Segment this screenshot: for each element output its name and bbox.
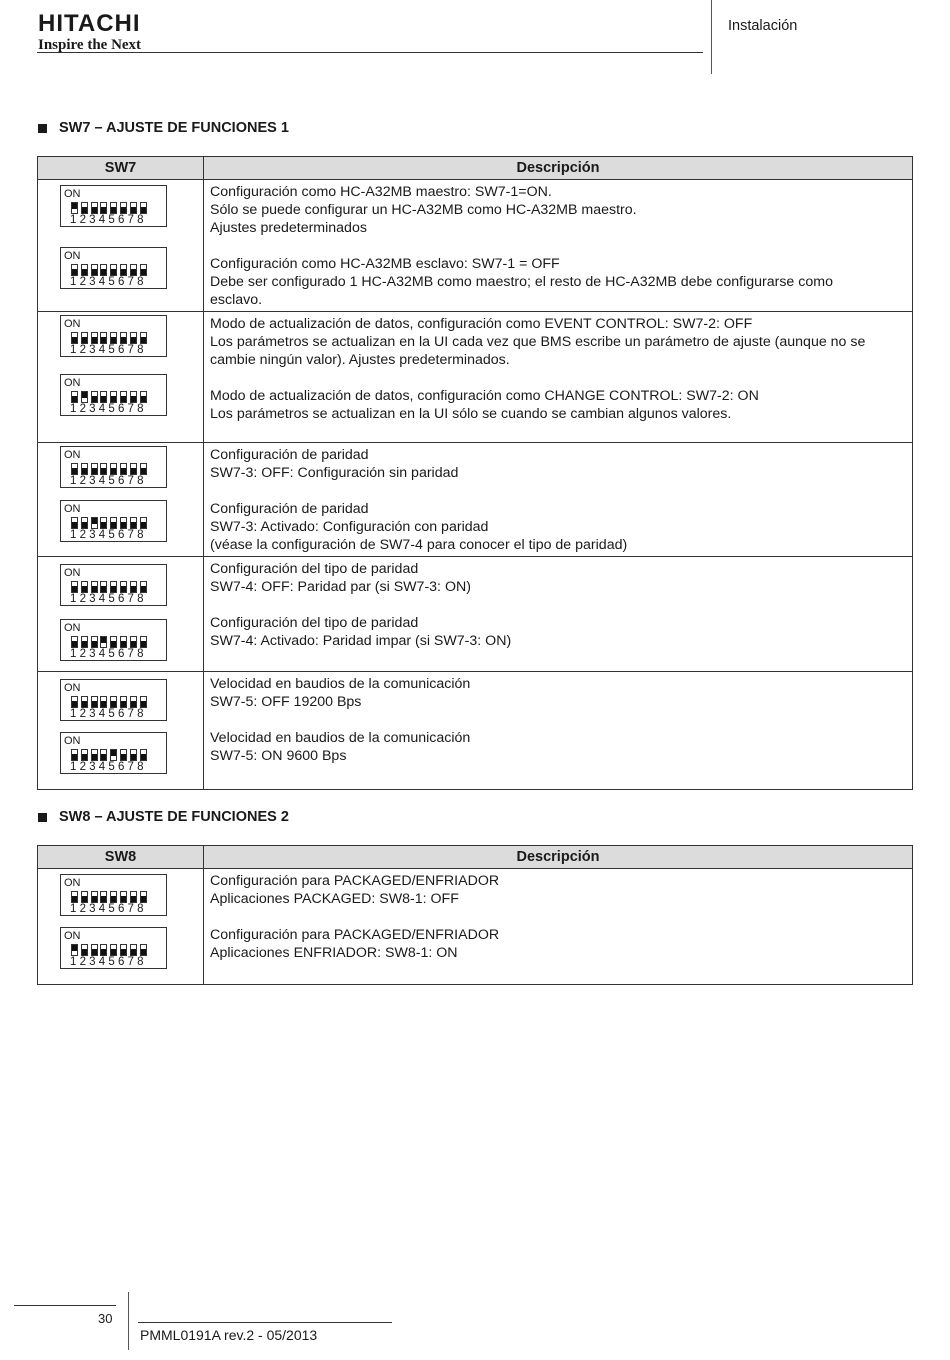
switch-lever-5-off — [110, 891, 117, 903]
switch-lever-1-off — [71, 463, 78, 475]
description-line: cambie ningún valor). Ajustes predeterminados. — [210, 352, 510, 368]
switch-numbers: 1 2 3 4 5 6 7 8 — [70, 344, 144, 356]
description-line: Configuración de paridad — [210, 501, 369, 517]
description-text — [210, 729, 470, 765]
switch-lever-4-off — [100, 202, 107, 214]
switch-lever-5-on — [110, 749, 117, 761]
description-line: Configuración para PACKAGED/ENFRIADOR — [210, 927, 500, 943]
switch-lever-8-off — [140, 944, 147, 956]
switch-numbers: 1 2 3 4 5 6 7 8 — [70, 648, 144, 660]
switch-cell — [38, 869, 204, 985]
dip-switch — [60, 374, 167, 416]
switch-numbers: 1 2 3 4 5 6 7 8 — [70, 403, 144, 415]
dip-switch — [60, 247, 167, 289]
switch-lever-1-off — [71, 391, 78, 403]
dip-switch — [60, 446, 167, 488]
description-cell — [204, 672, 913, 790]
switch-lever-3-off — [91, 332, 98, 344]
switch-on-label: ON — [64, 449, 81, 461]
switch-lever-3-off — [91, 636, 98, 648]
switch-slots — [71, 891, 149, 903]
page-number: 30 — [98, 1311, 113, 1326]
switch-numbers: 1 2 3 4 5 6 7 8 — [70, 903, 144, 915]
table-row — [38, 180, 913, 312]
switch-lever-6-off — [120, 749, 127, 761]
switch-lever-8-off — [140, 749, 147, 761]
brand-tagline: Inspire the Next — [38, 37, 142, 53]
table-row — [38, 869, 913, 985]
switch-lever-8-off — [140, 696, 147, 708]
switch-lever-7-off — [130, 891, 137, 903]
switch-lever-4-off — [100, 944, 107, 956]
switch-lever-2-off — [81, 517, 88, 529]
dip-switch — [60, 874, 167, 916]
brand-name: HITACHI — [38, 10, 141, 37]
description-line: Configuración como HC-A32MB esclavo: SW7-1 = OFF — [210, 256, 560, 272]
sw8-col-switch: SW8 — [38, 846, 204, 869]
footer-rule — [14, 1305, 116, 1306]
document-reference: PMML0191A rev.2 - 05/2013 — [140, 1327, 318, 1343]
description-text — [210, 446, 458, 482]
switch-slots — [71, 391, 149, 403]
switch-numbers: 1 2 3 4 5 6 7 8 — [70, 761, 144, 773]
description-line: Debe ser configurado 1 HC-A32MB como maestro; el resto de HC-A32MB debe configurarse como — [210, 274, 833, 290]
switch-lever-3-off — [91, 891, 98, 903]
description-line: Modo de actualización de datos, configuración como CHANGE CONTROL: SW7-2: ON — [210, 388, 759, 404]
switch-lever-5-off — [110, 944, 117, 956]
switch-lever-1-off — [71, 749, 78, 761]
bullet-icon — [38, 124, 47, 133]
switch-lever-7-off — [130, 944, 137, 956]
switch-on-label: ON — [64, 377, 81, 389]
switch-lever-2-off — [81, 636, 88, 648]
switch-lever-1-off — [71, 891, 78, 903]
switch-lever-8-off — [140, 332, 147, 344]
dip-switch — [60, 927, 167, 969]
switch-slots — [71, 517, 149, 529]
description-line: Configuración de paridad — [210, 447, 369, 463]
switch-cell — [38, 672, 204, 790]
description-text — [210, 560, 471, 596]
switch-lever-4-off — [100, 463, 107, 475]
switch-lever-6-off — [120, 581, 127, 593]
switch-slots — [71, 636, 149, 648]
description-text — [210, 872, 499, 908]
switch-on-label: ON — [64, 250, 81, 262]
sw8-heading-text: SW8 – AJUSTE DE FUNCIONES 2 — [59, 809, 289, 825]
switch-lever-1-on — [71, 944, 78, 956]
switch-on-label: ON — [64, 622, 81, 634]
switch-lever-8-off — [140, 891, 147, 903]
switch-numbers: 1 2 3 4 5 6 7 8 — [70, 276, 144, 288]
switch-lever-1-off — [71, 517, 78, 529]
hitachi-logo — [38, 12, 141, 53]
switch-slots — [71, 264, 149, 276]
switch-lever-3-off — [91, 696, 98, 708]
description-cell — [204, 180, 913, 312]
switch-lever-6-off — [120, 944, 127, 956]
description-text — [210, 926, 499, 962]
switch-lever-4-off — [100, 264, 107, 276]
switch-lever-2-off — [81, 332, 88, 344]
switch-lever-4-off — [100, 749, 107, 761]
switch-lever-5-off — [110, 517, 117, 529]
table-row — [38, 672, 913, 790]
switch-slots — [71, 463, 149, 475]
switch-lever-3-off — [91, 581, 98, 593]
description-line: SW7-4: Activado: Paridad impar (si SW7-3: ON) — [210, 633, 512, 649]
description-line: Configuración como HC-A32MB maestro: SW7-1=ON. — [210, 184, 552, 200]
bullet-icon — [38, 813, 47, 822]
switch-lever-7-off — [130, 581, 137, 593]
switch-lever-8-off — [140, 581, 147, 593]
switch-lever-2-off — [81, 264, 88, 276]
switch-lever-1-on — [71, 202, 78, 214]
switch-lever-4-off — [100, 517, 107, 529]
description-line: SW7-3: Activado: Configuración con paridad — [210, 519, 489, 535]
description-line: Configuración para PACKAGED/ENFRIADOR — [210, 873, 500, 889]
switch-lever-4-off — [100, 891, 107, 903]
description-cell — [204, 557, 913, 672]
description-line: Los parámetros se actualizan en la UI sólo se cuando se cambian algunos valores. — [210, 406, 732, 422]
switch-lever-8-off — [140, 463, 147, 475]
header-divider — [711, 0, 712, 74]
switch-lever-4-off — [100, 696, 107, 708]
description-cell — [204, 443, 913, 557]
switch-on-label: ON — [64, 682, 81, 694]
description-line: Los parámetros se actualizan en la UI cada vez que BMS escribe un parámetro de ajuste (aunque no se — [210, 334, 866, 350]
switch-cell — [38, 443, 204, 557]
switch-lever-3-off — [91, 264, 98, 276]
switch-lever-3-on — [91, 517, 98, 529]
sw7-heading — [38, 120, 289, 136]
description-line: Configuración del tipo de paridad — [210, 615, 419, 631]
switch-cell — [38, 557, 204, 672]
description-line: Modo de actualización de datos, configuración como EVENT CONTROL: SW7-2: OFF — [210, 316, 753, 332]
switch-lever-2-on — [81, 391, 88, 403]
switch-lever-2-off — [81, 944, 88, 956]
switch-lever-2-off — [81, 696, 88, 708]
switch-lever-7-off — [130, 264, 137, 276]
switch-numbers: 1 2 3 4 5 6 7 8 — [70, 214, 144, 226]
dip-switch — [60, 500, 167, 542]
switch-lever-6-off — [120, 332, 127, 344]
switch-lever-4-on — [100, 636, 107, 648]
switch-lever-2-off — [81, 463, 88, 475]
description-cell — [204, 869, 913, 985]
switch-lever-3-off — [91, 391, 98, 403]
switch-lever-6-off — [120, 391, 127, 403]
switch-lever-1-off — [71, 264, 78, 276]
description-line: Sólo se puede configurar un HC-A32MB como HC-A32MB maestro. — [210, 202, 637, 218]
description-line: Aplicaciones ENFRIADOR: SW8-1: ON — [210, 945, 458, 961]
header-rule — [37, 52, 703, 53]
switch-lever-6-off — [120, 264, 127, 276]
description-text — [210, 183, 637, 237]
dip-switch — [60, 185, 167, 227]
switch-lever-8-off — [140, 636, 147, 648]
switch-lever-7-off — [130, 636, 137, 648]
description-text — [210, 387, 759, 423]
switch-lever-8-off — [140, 202, 147, 214]
dip-switch — [60, 679, 167, 721]
switch-lever-3-off — [91, 202, 98, 214]
switch-lever-5-off — [110, 636, 117, 648]
switch-lever-2-off — [81, 891, 88, 903]
description-line: SW7-5: ON 9600 Bps — [210, 748, 347, 764]
switch-lever-2-off — [81, 202, 88, 214]
dip-switch — [60, 564, 167, 606]
switch-lever-6-off — [120, 517, 127, 529]
switch-lever-6-off — [120, 636, 127, 648]
sw7-heading-text: SW7 – AJUSTE DE FUNCIONES 1 — [59, 120, 289, 136]
sw7-col-desc: Descripción — [204, 157, 913, 180]
switch-lever-5-off — [110, 391, 117, 403]
switch-lever-1-off — [71, 636, 78, 648]
description-line: Velocidad en baudios de la comunicación — [210, 676, 471, 692]
switch-on-label: ON — [64, 503, 81, 515]
switch-lever-7-off — [130, 749, 137, 761]
switch-lever-7-off — [130, 517, 137, 529]
switch-lever-4-off — [100, 332, 107, 344]
description-line: Configuración del tipo de paridad — [210, 561, 419, 577]
description-line: (véase la configuración de SW7-4 para conocer el tipo de paridad) — [210, 537, 628, 553]
switch-numbers: 1 2 3 4 5 6 7 8 — [70, 593, 144, 605]
switch-lever-5-off — [110, 581, 117, 593]
description-text — [210, 614, 511, 650]
switch-slots — [71, 202, 149, 214]
sw8-col-desc: Descripción — [204, 846, 913, 869]
sw7-table — [37, 156, 913, 790]
switch-numbers: 1 2 3 4 5 6 7 8 — [70, 529, 144, 541]
switch-lever-3-off — [91, 463, 98, 475]
description-line: Aplicaciones PACKAGED: SW8-1: OFF — [210, 891, 459, 907]
switch-lever-4-off — [100, 581, 107, 593]
switch-lever-6-off — [120, 696, 127, 708]
switch-lever-1-off — [71, 581, 78, 593]
switch-lever-5-off — [110, 332, 117, 344]
switch-lever-2-off — [81, 581, 88, 593]
switch-lever-5-off — [110, 696, 117, 708]
switch-lever-5-off — [110, 202, 117, 214]
description-cell — [204, 312, 913, 443]
switch-numbers: 1 2 3 4 5 6 7 8 — [70, 708, 144, 720]
sw8-heading — [38, 809, 289, 825]
dip-switch — [60, 315, 167, 357]
table-row — [38, 312, 913, 443]
switch-lever-7-off — [130, 463, 137, 475]
switch-lever-5-off — [110, 264, 117, 276]
switch-lever-8-off — [140, 264, 147, 276]
footer-divider — [128, 1292, 129, 1350]
description-text — [210, 500, 627, 554]
sw8-table — [37, 845, 913, 985]
switch-on-label: ON — [64, 735, 81, 747]
description-line: SW7-5: OFF 19200 Bps — [210, 694, 362, 710]
section-title: Instalación — [728, 18, 798, 34]
switch-lever-6-off — [120, 202, 127, 214]
switch-lever-6-off — [120, 463, 127, 475]
dip-switch — [60, 732, 167, 774]
description-line: SW7-4: OFF: Paridad par (si SW7-3: ON) — [210, 579, 471, 595]
description-line: Velocidad en baudios de la comunicación — [210, 730, 471, 746]
switch-slots — [71, 581, 149, 593]
description-text — [210, 315, 865, 369]
switch-lever-1-off — [71, 332, 78, 344]
dip-switch — [60, 619, 167, 661]
description-line: Ajustes predeterminados — [210, 220, 367, 236]
switch-lever-7-off — [130, 332, 137, 344]
switch-on-label: ON — [64, 567, 81, 579]
switch-on-label: ON — [64, 318, 81, 330]
switch-lever-2-off — [81, 749, 88, 761]
switch-slots — [71, 749, 149, 761]
switch-on-label: ON — [64, 877, 81, 889]
description-line: SW7-3: OFF: Configuración sin paridad — [210, 465, 459, 481]
table-row — [38, 443, 913, 557]
switch-lever-6-off — [120, 891, 127, 903]
switch-lever-8-off — [140, 517, 147, 529]
switch-numbers: 1 2 3 4 5 6 7 8 — [70, 475, 144, 487]
switch-numbers: 1 2 3 4 5 6 7 8 — [70, 956, 144, 968]
switch-cell — [38, 180, 204, 312]
switch-lever-7-off — [130, 696, 137, 708]
description-text — [210, 255, 833, 309]
switch-lever-3-off — [91, 749, 98, 761]
switch-lever-3-off — [91, 944, 98, 956]
footer-rule — [138, 1322, 392, 1323]
description-line: esclavo. — [210, 292, 263, 308]
switch-lever-7-off — [130, 391, 137, 403]
switch-slots — [71, 696, 149, 708]
switch-cell — [38, 312, 204, 443]
switch-slots — [71, 332, 149, 344]
switch-lever-1-off — [71, 696, 78, 708]
switch-lever-5-off — [110, 463, 117, 475]
switch-slots — [71, 944, 149, 956]
switch-lever-8-off — [140, 391, 147, 403]
switch-lever-4-off — [100, 391, 107, 403]
switch-on-label: ON — [64, 930, 81, 942]
switch-lever-7-off — [130, 202, 137, 214]
switch-on-label: ON — [64, 188, 81, 200]
description-text — [210, 675, 470, 711]
table-row — [38, 557, 913, 672]
sw7-col-switch: SW7 — [38, 157, 204, 180]
